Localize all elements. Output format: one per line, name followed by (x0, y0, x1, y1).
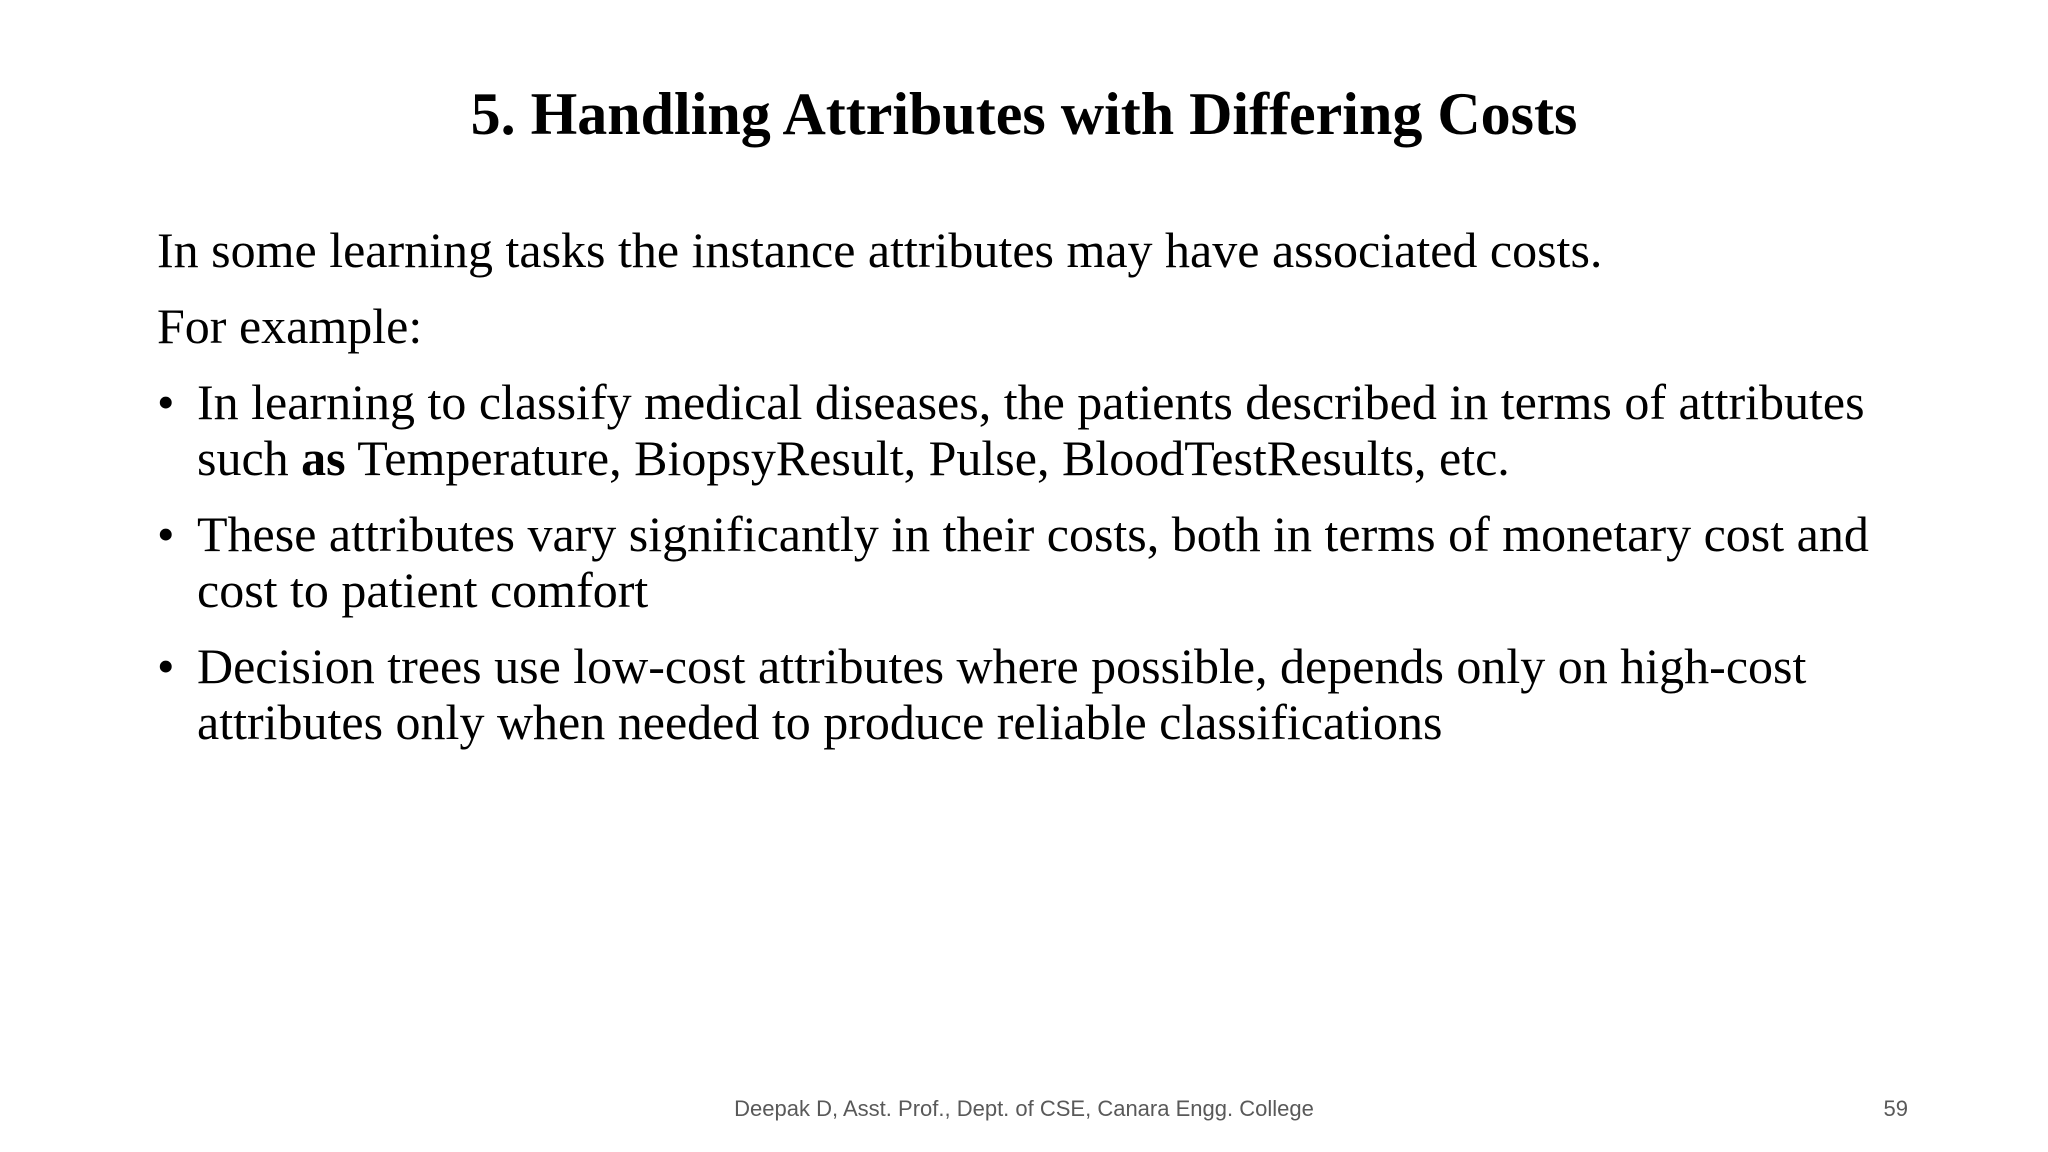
bullet-item (157, 374, 1917, 486)
bullet-item (157, 506, 1917, 618)
bullet-icon: • (157, 506, 175, 562)
slide-footer: Deepak D, Asst. Prof., Dept. of CSE, Canara Engg. College (734, 1096, 1314, 1121)
intro-text: In some learning tasks the instance attributes may have associated costs. (157, 222, 1603, 278)
page-number: 59 (1883, 1096, 1908, 1121)
bullet-icon: • (157, 374, 175, 430)
slide-body (157, 222, 1917, 770)
bullet-text: These attributes vary significantly in their costs, both in terms of monetary cost and cost to patient comfort (197, 506, 1869, 618)
bullet-text: Decision trees use low-cost attributes where possible, depends only on high-cost attributes only when needed to produce reliable classifications (197, 638, 1807, 750)
bullet-list (157, 374, 1917, 750)
bullet-icon: • (157, 638, 175, 694)
example-label: For example: (157, 298, 423, 354)
bullet-text-part: Temperature, BiopsyResult, Pulse, BloodTestResults, etc. (345, 430, 1510, 486)
bullet-item (157, 638, 1917, 750)
bullet-bold-text: as (301, 430, 346, 486)
slide-title: 5. Handling Attributes with Differing Costs (470, 81, 1578, 147)
bullet-text-part: In learning to classify medical diseases, the patients described in terms of attributes such (197, 374, 1865, 486)
